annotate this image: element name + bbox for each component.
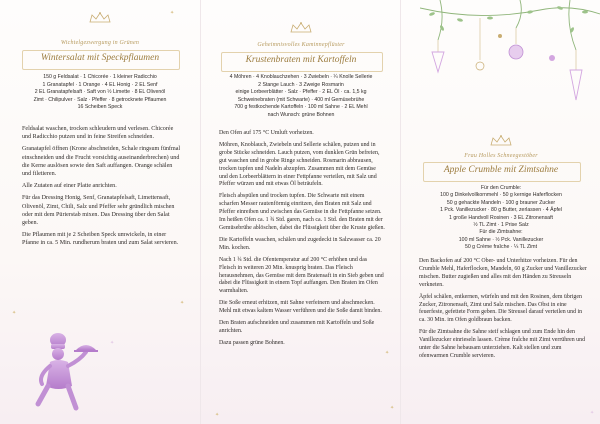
star-icon: ✦ xyxy=(180,301,185,306)
ingredient-line: einige Lorbeerblätter · Salz · Pfeffer · 2 EL Öl · ca. 1,5 kg xyxy=(235,89,367,96)
recipe-label: Geheimnisvolles Kaminnepflüster xyxy=(257,42,345,48)
step: Die Kartoffeln waschen, schälen und zugedeckt in Salzwasser ca. 20 Min. kochen. xyxy=(219,236,381,251)
star-icon: ✦ xyxy=(590,411,595,416)
crown-icon xyxy=(88,12,112,24)
step: Nach 1 ¾ Std. die Ofentemperatur auf 200 °C erhöhen und das Fleisch in weiteren 20 Min. knusprig braten. Das Fleisch herausnehmen, das Gemüse mit dem Bratensaft in ein Sieb geben und dabei die Flüssigkeit in einem Topf auffangen. Den Braten im Ofen warmhalten. xyxy=(219,256,384,295)
crown-icon xyxy=(489,135,513,147)
recipe-steps xyxy=(419,258,587,365)
ingredient-line: 1 Granatapfel · 1 Orange · 4 EL Honig · 2 EL Senf xyxy=(42,81,158,88)
ingredient-line: Schweinebraten (mit Schwarte) · 400 ml Gemüsebrühe xyxy=(237,96,365,103)
ingredient-line: Zimt · Chilipulver · Salz · Pfeffer · 8 getrocknete Pflaumen xyxy=(33,96,167,103)
crown-icon xyxy=(289,22,313,34)
step: Möhren, Knoblauch, Zwiebeln und Sellerie schälen, putzen und in grobe Stücke schneiden. Lauch putzen, vom dunklen Grün befreien, gut waschen und in grobe Ringe schneiden. Rosmarin abbrausen, trocken tupfen und Nadeln abzupfen. Zusammen mit dem Gemüse und den Lorbeerblättern in einer Fettpfanne verteilen, mit Salz und Pfeffer würzen und mit etwas Öl beträufeln. xyxy=(219,141,380,188)
recipe-title: Apple Crumble mit Zimtsahne xyxy=(443,165,559,175)
ingredients-list xyxy=(407,185,595,252)
recipe-steps xyxy=(22,125,182,252)
ingredient-line: 150 g Feldsalat · 1 Chicorée · 1 kleiner Radicchio xyxy=(43,74,157,80)
ingredient-line: 100 ml Sahne · ½ Pck. Vanillezucker xyxy=(458,236,544,243)
recipe-title: Krustenbraten mit Kartoffeln xyxy=(245,55,357,65)
ingredient-subheading: Für den Crumble: xyxy=(480,185,522,191)
ingredient-line: 1 Pck. Vanillezucker · 80 g Butter, zerlassen · 4 Äpfel xyxy=(440,207,562,214)
star-icon: ✦ xyxy=(215,413,220,418)
star-icon: ✦ xyxy=(385,351,390,356)
ingredient-line: 1 große Handvoll Rosinen · 3 EL Zitronensaft xyxy=(449,214,553,221)
step: Alle Zutaten auf einer Platte anrichten. xyxy=(22,183,117,190)
ingredient-line: 4 Möhren · 4 Knoblauchzehen · 3 Zwiebeln · ¼ Knolle Sellerie xyxy=(229,74,373,80)
step: Den Backofen auf 200 °C Ober- und Unterhitze vorheizen. Für den Crumble Mehl, Haferflocken, Mandeln, 60 g Zucker und Vanillezucker mischen. Butter zugießen und alles mit den Händen zu Streuseln verkneten. xyxy=(419,258,587,288)
step: Die Soße erneut erhitzen, mit Sahne verfeinern und abschmecken. Mehl mit etwas kaltem Wasser verführen und die Soße damit binden. xyxy=(219,300,382,315)
recipe-column-2 xyxy=(200,0,401,424)
step: Granatapfel öffnen (Krone abschneiden, Schale ringsum fünfmal einschneiden und die Frucht vorsichtig auseinanderbrechen) und die Kerne auslösen sowie den Saft auffangen. Orange schälen und filetieren. xyxy=(22,146,181,178)
ingredients-list xyxy=(205,74,397,120)
ingredient-line: 16 Scheiben Speck xyxy=(77,104,123,111)
ingredient-line: 2 EL Granatapfelsaft · Saft von ½ Limette · 8 EL Olivenöl xyxy=(34,89,166,96)
ingredient-line: nach Wunsch: grüne Bohnen xyxy=(267,111,335,118)
step: Die Pflaumen mit je 2 Scheiben Speck umwickeln, in einer Pfanne in ca. 5 Min. rundherum braten und zum Salat servieren. xyxy=(22,232,179,247)
ingredient-line: ½ TL Zimt · 1 Prise Salz xyxy=(473,222,529,229)
star-icon: ✦ xyxy=(390,406,395,411)
step: Den Braten aufschneiden und zusammen mit Kartoffeln und Soße anrichten. xyxy=(219,320,375,334)
step: Feldsalat waschen, trocken schleudern und verlesen. Chicorée und Radicchio putzen und in feine Streifen schneiden. xyxy=(22,126,174,141)
recipe-steps xyxy=(219,130,385,352)
step: Dazu passen grüne Bohnen. xyxy=(219,339,285,346)
step: Für das Dressing Honig, Senf, Granatapfelsaft, Limettensaft, Olivenöl, Zimt, Chili, Salz und Pfeffer sehr gründlich mischen oder mit dem Pürierstab mixen. Das Dressing über den Salat geben. xyxy=(22,195,175,227)
ingredient-line: 700 g festkochende Kartoffeln · 100 ml Sahne · 2 EL Mehl xyxy=(234,104,368,111)
ingredient-line: 2 Stange Lauch · 3 Zweige Rosmarin xyxy=(258,81,344,88)
step: Äpfel schälen, entkernen, würfeln und mit den Rosinen, dem übrigen Zucker, Zitronensaft, Zimt und Salz mischen. Das Obst in eine feuerfeste, gefettete Form geben. Die Streusel darauf verteilen und in ca. 30 Min. im Ofen goldbraun backen. xyxy=(419,293,583,324)
step: Fleisch abspülen und trocken tupfen. Die Schwarte mit einem scharfen Messer rautenförmig einritzen, den Braten mit Salz und Pfeffer einreiben und zwischen das Gemüse in die Fettpfanne setzen. Im heißen Ofen ca. 1 ¾ Std. garen, nach ca. 1 Std. den Braten mit der Gemüsebrühe ablöschen, dabei die Flüssigkeit über die Kruste gießen. xyxy=(219,193,385,231)
recipe-label: Wichtelgezwergung in Grünen xyxy=(60,40,140,46)
recipe-title: Wintersalat mit Speckpflaumen xyxy=(40,53,160,63)
star-icon: ✦ xyxy=(110,341,115,346)
step: Für die Zimtsahne die Sahne steif schlagen und zum Ende hin den Vanillezucker einrieseln lassen. Crème fraîche mit Zimt verrühren und unter die Sahne hebausam unterziehen. Kalt stellen und zum ofenwarmen Crumble servieren. xyxy=(419,329,586,359)
star-icon: ✦ xyxy=(170,11,175,16)
hanging-ornaments-icon xyxy=(420,0,600,135)
recipe-column-1 xyxy=(0,0,200,424)
ingredient-line: 100 g Dinkelvollkornmehl · 50 g kernige Haferflocken xyxy=(440,192,562,199)
ingredient-line: 50 g Crème fraîche · ¼ TL Zimt xyxy=(464,244,538,251)
chef-silhouette-icon xyxy=(28,326,100,416)
ingredients-list xyxy=(6,74,194,112)
ingredient-line: 50 g gehackte Mandeln · 100 g brauner Zucker xyxy=(446,199,556,206)
recipe-label: Frau Holles Schneegestöber xyxy=(464,153,538,159)
step: Den Ofen auf 175 °C Umluft vorheizen. xyxy=(219,130,314,136)
star-icon: ✦ xyxy=(12,311,17,316)
ingredient-subheading: Für die Zimtsahne: xyxy=(479,229,523,236)
